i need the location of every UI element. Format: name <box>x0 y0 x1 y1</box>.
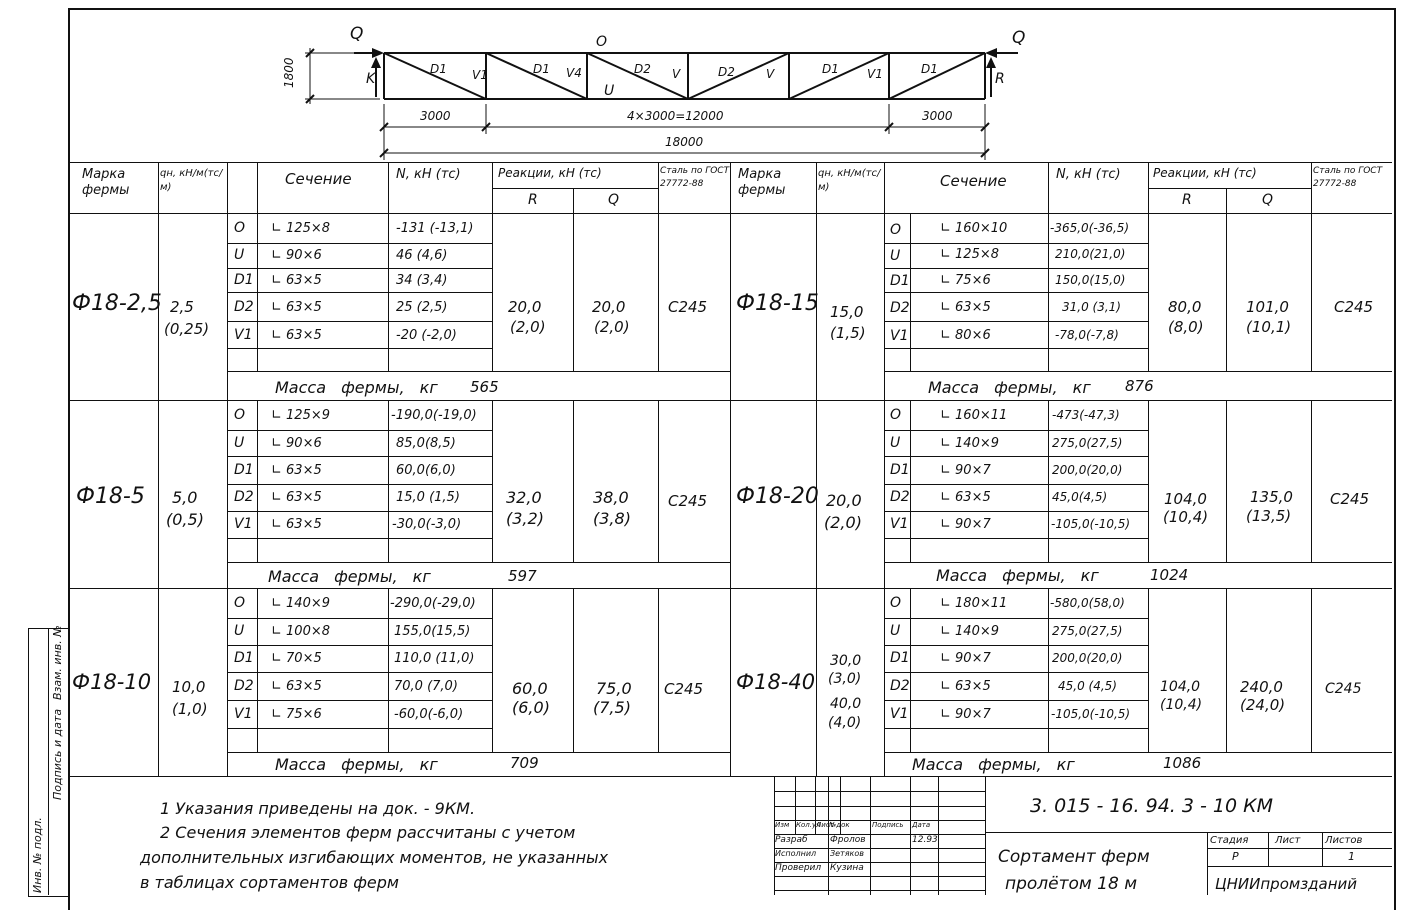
header-section: Сечение <box>285 170 352 188</box>
header-load-2: qн, кН/м(тс/м) <box>818 168 881 193</box>
section-profile: ∟ 160×11 <box>940 408 1008 423</box>
section-profile: ∟ 90×7 <box>940 707 991 722</box>
reaction-q-tc: (7,5) <box>593 698 631 717</box>
element-code: V1 <box>234 706 253 722</box>
header-steel-2: Сталь по ГОСТ 27772-88 <box>1313 166 1383 189</box>
section-profile: ∟ 90×6 <box>271 436 322 451</box>
stamp-col-header: Кол.уч <box>796 821 821 829</box>
chord-u-label: U <box>604 83 615 99</box>
member-label: V <box>766 67 775 81</box>
sheets-header: Листов <box>1325 835 1363 846</box>
element-code: D2 <box>890 489 910 505</box>
steel-grade: С245 <box>1325 681 1362 697</box>
note-line: дополнительных изгибающих моментов, не указанных <box>140 848 609 867</box>
reaction-q: 101,0 <box>1246 298 1289 316</box>
element-code: V1 <box>890 516 909 532</box>
truss-mark: Ф18-20 <box>736 484 819 509</box>
steel-grade: С245 <box>668 298 708 316</box>
section-profile: ∟ 63×5 <box>271 328 322 343</box>
element-code: O <box>890 595 902 611</box>
reaction-q: 38,0 <box>593 488 629 507</box>
side-label-replace: Взам. инв. № <box>51 625 64 700</box>
section-profile: ∟ 100×8 <box>271 624 331 639</box>
header-load: qн, кН/м(тс/м) <box>160 168 223 193</box>
header-force: N, кН (тс) <box>396 167 461 182</box>
member-label: V1 <box>472 68 488 82</box>
truss-load: 30,0 <box>830 653 862 669</box>
section-profile: ∟ 160×10 <box>940 221 1008 236</box>
mass-label: Масса фермы, кг <box>275 755 438 774</box>
element-code: D1 <box>234 650 254 666</box>
mass-label: Масса фермы, кг <box>275 378 438 397</box>
reaction-q: 240,0 <box>1240 678 1283 696</box>
steel-grade: С245 <box>1330 490 1370 508</box>
mass-label: Масса фермы, кг <box>936 566 1099 585</box>
document-code: 3. 015 - 16. 94. 3 - 10 КМ <box>1030 795 1274 817</box>
axial-force: 70,0 (7,0) <box>394 679 458 694</box>
section-profile: ∟ 70×5 <box>271 651 322 666</box>
steel-grade: С245 <box>664 680 704 698</box>
truss-load-2-tc: (4,0) <box>828 715 862 731</box>
sheet-header: Лист <box>1275 835 1301 846</box>
section-profile: ∟ 90×7 <box>940 517 991 532</box>
stamp-col-header: Подпись <box>872 821 904 829</box>
truss-height: 1800 <box>282 57 296 88</box>
element-code: D2 <box>890 300 910 316</box>
reaction-r-tc: (10,4) <box>1163 508 1209 526</box>
member-label: V1 <box>867 67 883 81</box>
member-label: D2 <box>634 62 651 76</box>
mass-label: Масса фермы, кг <box>268 567 431 586</box>
reaction-r: 104,0 <box>1164 490 1207 508</box>
truss-mark: Ф18-2,5 <box>72 291 162 316</box>
axial-force: 46 (4,6) <box>396 248 448 263</box>
member-label: D2 <box>718 65 735 79</box>
reaction-r: 104,0 <box>1160 679 1201 695</box>
element-code: D2 <box>234 489 254 505</box>
reaction-q: 20,0 <box>592 298 626 316</box>
member-label: D1 <box>921 62 938 76</box>
steel-grade: С245 <box>1334 298 1374 316</box>
dim-middle: 4×3000=12000 <box>627 109 724 123</box>
sheets-value: 1 <box>1348 850 1355 863</box>
reaction-q-tc: (3,8) <box>593 509 631 528</box>
stamp-person: Кузина <box>830 863 864 873</box>
stamp-role: Проверил <box>775 863 822 873</box>
element-code: D2 <box>890 678 910 694</box>
stamp-col-header: Изм <box>775 821 790 829</box>
dim-left: 3000 <box>420 109 451 123</box>
axial-force: 155,0(15,5) <box>394 624 471 639</box>
element-code: U <box>890 435 901 451</box>
axial-force: -131 (-13,1) <box>396 221 474 236</box>
sheet-title-line2: пролётом 18 м <box>1005 874 1138 894</box>
stamp-col-header: Лист <box>816 821 834 829</box>
header-r: R <box>528 192 538 208</box>
support-k-label: K <box>366 71 376 87</box>
section-profile: ∟ 63×5 <box>271 490 322 505</box>
axial-force: 15,0 (1,5) <box>396 490 460 505</box>
note-line: 1 Указания приведены на док. - 9КМ. <box>160 799 476 818</box>
stamp-role: Исполнил <box>775 849 817 858</box>
force-q-left: Q <box>350 24 364 44</box>
element-code: U <box>890 248 901 264</box>
element-code: D2 <box>234 678 254 694</box>
header-reactions: Реакции, кН (тс) <box>498 166 602 180</box>
truss-load: 10,0 <box>172 678 206 696</box>
element-code: V1 <box>234 327 253 343</box>
stamp-person: Фролов <box>830 835 866 845</box>
note-line: 2 Сечения элементов ферм рассчитаны с учетом <box>160 823 576 842</box>
mass-value: 565 <box>470 378 499 396</box>
side-label-inv: Инв. № подл. <box>31 817 44 893</box>
section-profile: ∟ 125×8 <box>271 221 331 236</box>
truss-load-tc: (0,25) <box>164 320 210 338</box>
element-code: D1 <box>890 273 910 289</box>
support-r-label: R <box>995 71 1005 87</box>
axial-force: 45,0(4,5) <box>1052 490 1108 504</box>
element-code: U <box>234 247 245 263</box>
reaction-q: 135,0 <box>1250 488 1293 506</box>
truss-mark: Ф18-40 <box>736 670 816 694</box>
reaction-q-tc: (24,0) <box>1240 696 1286 714</box>
truss-load: 15,0 <box>830 303 864 321</box>
element-code: D1 <box>890 462 910 478</box>
section-profile: ∟ 63×5 <box>271 679 322 694</box>
reaction-q: 75,0 <box>596 679 632 698</box>
mass-label: Масса фермы, кг <box>912 755 1075 774</box>
section-profile: ∟ 75×6 <box>271 707 322 722</box>
element-code: D1 <box>234 272 254 288</box>
stage-value: Р <box>1232 850 1239 863</box>
stamp-col-header: Дата <box>912 821 931 829</box>
reaction-r: 32,0 <box>506 488 542 507</box>
axial-force: 210,0(21,0) <box>1055 247 1126 261</box>
reaction-r: 80,0 <box>1168 298 1202 316</box>
mass-value: 1024 <box>1150 566 1189 584</box>
section-profile: ∟ 140×9 <box>940 436 1000 451</box>
section-profile: ∟ 140×9 <box>271 596 331 611</box>
force-q-right: Q <box>1012 28 1026 48</box>
axial-force: -190,0(-19,0) <box>391 408 477 423</box>
mass-value: 876 <box>1125 377 1154 395</box>
axial-force: -580,0(58,0) <box>1050 596 1125 610</box>
axial-force: -290,0(-29,0) <box>390 596 476 611</box>
reaction-r-tc: (10,4) <box>1160 697 1203 713</box>
section-profile: ∟ 80×6 <box>940 328 991 343</box>
axial-force: 85,0(8,5) <box>396 436 456 451</box>
axial-force: 31,0 (3,1) <box>1062 300 1121 314</box>
truss-load-tc: (2,0) <box>824 513 862 532</box>
element-code: O <box>890 222 902 238</box>
axial-force: 150,0(15,0) <box>1055 273 1126 287</box>
section-profile: ∟ 180×11 <box>940 596 1008 611</box>
header-section-2: Сечение <box>940 172 1007 190</box>
header-q-2: Q <box>1262 192 1274 208</box>
section-profile: ∟ 63×5 <box>940 490 991 505</box>
mass-label: Масса фермы, кг <box>928 378 1091 397</box>
axial-force: 45,0 (4,5) <box>1058 679 1117 693</box>
section-profile: ∟ 125×9 <box>271 408 331 423</box>
truss-load-tc: (1,5) <box>830 324 866 342</box>
section-profile: ∟ 90×6 <box>271 248 322 263</box>
axial-force: 25 (2,5) <box>396 300 448 315</box>
section-profile: ∟ 140×9 <box>940 624 1000 639</box>
element-code: U <box>234 623 245 639</box>
truss-load-tc: (3,0) <box>828 671 862 687</box>
axial-force: 110,0 (11,0) <box>394 651 475 666</box>
reaction-q-tc: (2,0) <box>594 318 630 336</box>
organization-name: ЦНИИпромзданий <box>1215 875 1358 893</box>
member-label: V4 <box>566 66 582 80</box>
section-profile: ∟ 63×5 <box>271 273 322 288</box>
stamp-col-header: №док <box>829 821 850 829</box>
axial-force: 275,0(27,5) <box>1052 436 1123 450</box>
axial-force: 34 (3,4) <box>396 273 448 288</box>
truss-load-tc: (1,0) <box>172 700 208 718</box>
element-code: O <box>234 595 246 611</box>
member-label: D1 <box>533 62 550 76</box>
stamp-date: 12.93 <box>912 835 938 845</box>
header-r-2: R <box>1182 192 1192 208</box>
axial-force: -20 (-2,0) <box>396 328 457 343</box>
header-q: Q <box>608 192 620 208</box>
truss-load: 2,5 <box>170 298 194 316</box>
axial-force: -60,0(-6,0) <box>394 707 464 722</box>
stamp-role: Разраб <box>775 835 808 845</box>
element-code: U <box>234 435 245 451</box>
axial-force: -105,0(-10,5) <box>1051 707 1131 721</box>
section-profile: ∟ 63×5 <box>940 679 991 694</box>
truss-load: 20,0 <box>826 491 862 510</box>
axial-force: -30,0(-3,0) <box>392 517 462 532</box>
section-profile: ∟ 63×5 <box>271 517 322 532</box>
reaction-r-tc: (8,0) <box>1168 318 1204 336</box>
reaction-q-tc: (10,1) <box>1246 318 1292 336</box>
axial-force: 200,0(20,0) <box>1052 651 1123 665</box>
reaction-r-tc: (2,0) <box>510 318 546 336</box>
section-profile: ∟ 125×8 <box>940 247 1000 262</box>
axial-force: 200,0(20,0) <box>1052 463 1123 477</box>
element-code: V1 <box>234 516 253 532</box>
mass-value: 597 <box>508 567 537 585</box>
truss-load-2: 40,0 <box>830 696 862 712</box>
section-profile: ∟ 63×5 <box>271 300 322 315</box>
truss-mark: Ф18-15 <box>736 291 819 316</box>
axial-force: -105,0(-10,5) <box>1051 517 1131 531</box>
reaction-r: 60,0 <box>512 679 548 698</box>
steel-grade: С245 <box>668 492 708 510</box>
element-code: U <box>890 623 901 639</box>
element-code: D2 <box>234 299 254 315</box>
axial-force: -365,0(-36,5) <box>1050 221 1130 235</box>
section-profile: ∟ 63×5 <box>271 463 322 478</box>
truss-mark: Ф18-10 <box>72 670 152 694</box>
section-profile: ∟ 63×5 <box>940 300 991 315</box>
member-label: D1 <box>822 62 839 76</box>
chord-o-label: O <box>596 34 608 50</box>
section-profile: ∟ 75×6 <box>940 273 991 288</box>
side-label-sign: Подпись и дата <box>51 708 64 800</box>
header-mark-2: Марка фермы <box>738 167 786 198</box>
header-steel: Сталь по ГОСТ 27772-88 <box>660 166 730 189</box>
mass-value: 1086 <box>1163 754 1202 772</box>
reaction-r-tc: (3,2) <box>506 509 544 528</box>
stage-header: Стадия <box>1210 835 1249 846</box>
element-code: V1 <box>890 328 909 344</box>
dim-right: 3000 <box>922 109 953 123</box>
axial-force: 60,0(6,0) <box>396 463 456 478</box>
element-code: D1 <box>890 650 910 666</box>
stamp-person: Зетяков <box>830 849 864 858</box>
header-force-2: N, кН (тс) <box>1056 167 1121 182</box>
member-label: D1 <box>430 62 447 76</box>
mass-value: 709 <box>510 754 539 772</box>
sheet-title-line1: Сортамент ферм <box>998 847 1150 867</box>
member-label: V <box>672 67 681 81</box>
note-line: в таблицах сортаментов ферм <box>140 873 399 892</box>
reaction-r: 20,0 <box>508 298 542 316</box>
axial-force: -78,0(-7,8) <box>1055 328 1119 342</box>
element-code: V1 <box>890 706 909 722</box>
element-code: O <box>234 407 246 423</box>
header-mark: Марка фермы <box>82 167 130 198</box>
section-profile: ∟ 90×7 <box>940 651 991 666</box>
section-profile: ∟ 90×7 <box>940 463 991 478</box>
element-code: O <box>234 220 246 236</box>
element-code: D1 <box>234 462 254 478</box>
axial-force: 275,0(27,5) <box>1052 624 1123 638</box>
reaction-q-tc: (13,5) <box>1246 507 1292 525</box>
header-reactions-2: Реакции, кН (тс) <box>1153 166 1257 180</box>
element-code: O <box>890 407 902 423</box>
dim-total: 18000 <box>665 135 704 149</box>
axial-force: -473(-47,3) <box>1052 408 1120 422</box>
truss-load-tc: (0,5) <box>166 510 204 529</box>
reaction-r-tc: (6,0) <box>512 698 550 717</box>
truss-load: 5,0 <box>172 488 198 507</box>
truss-mark: Ф18-5 <box>76 484 145 509</box>
